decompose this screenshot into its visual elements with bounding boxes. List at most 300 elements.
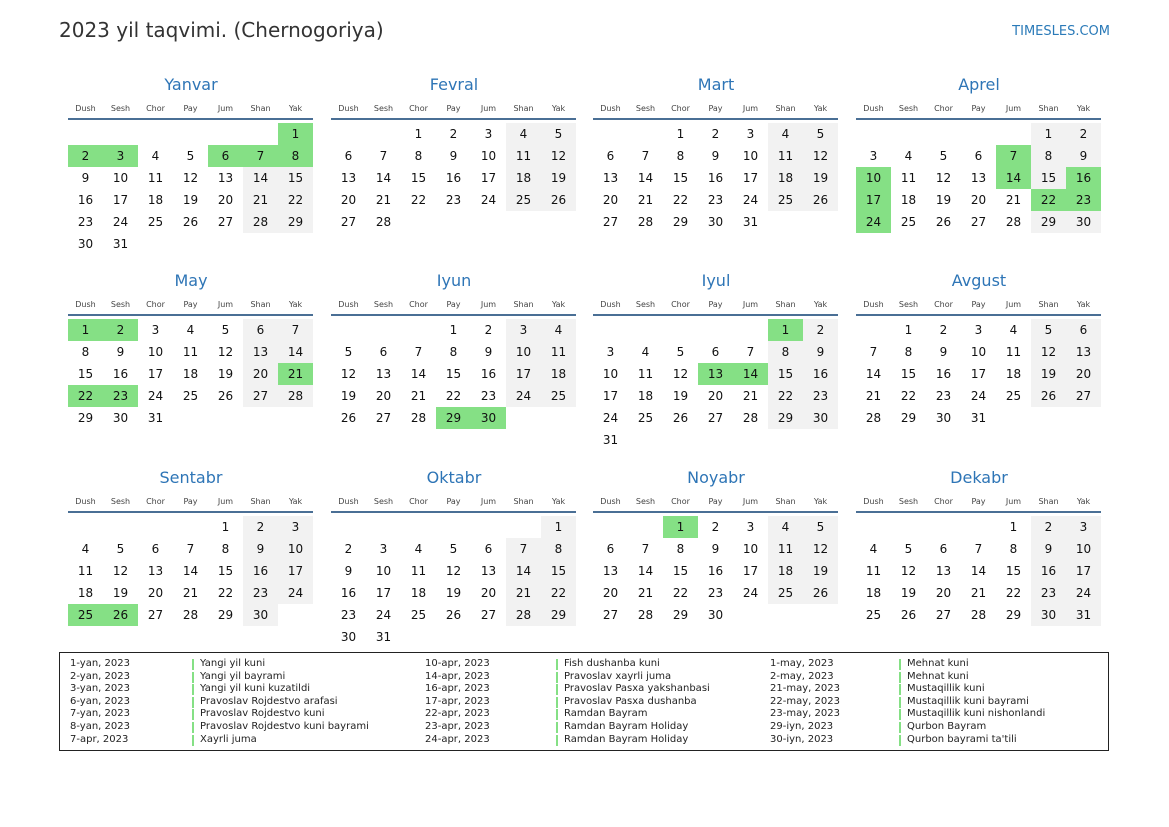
calendar-day: 24 <box>742 586 759 600</box>
calendar-day: 16 <box>243 560 278 582</box>
calendar-day: 15 <box>768 363 803 385</box>
calendar-day: 18 <box>541 363 576 385</box>
weekday-header: Shan <box>250 300 271 309</box>
calendar-day: 27 <box>602 215 619 229</box>
calendar-day: 31 <box>147 411 164 425</box>
month-divider <box>856 118 1101 120</box>
calendar-day: 21 <box>506 582 541 604</box>
calendar-day: 7 <box>869 345 878 359</box>
weekday-header: Chor <box>409 300 428 309</box>
calendar-day: 9 <box>449 149 458 163</box>
holiday-day: 1 <box>768 319 803 341</box>
weekday-header: Pay <box>708 497 723 506</box>
calendar-day: 22 <box>445 389 462 403</box>
calendar-day: 20 <box>1066 363 1101 385</box>
calendar-day: 10 <box>480 149 497 163</box>
weekday-header: Shan <box>1038 300 1059 309</box>
month-title: Noyabr <box>687 468 745 487</box>
month-title: Oktabr <box>426 468 482 487</box>
holiday-day: 3 <box>103 145 138 167</box>
weekday-header: Sesh <box>635 104 656 113</box>
legend-holiday-name: Pravoslav Rojdestvo kuni <box>200 708 325 720</box>
calendar-day: 27 <box>707 411 724 425</box>
legend-holiday-name: Ramdan Bayram Holiday <box>564 733 689 745</box>
calendar-day: 23 <box>77 215 94 229</box>
calendar-day: 29 <box>541 604 576 626</box>
calendar-day: 31 <box>112 237 129 251</box>
weekday-header: Chor <box>146 300 165 309</box>
calendar-day: 18 <box>506 167 541 189</box>
holiday-day: 2 <box>68 145 103 167</box>
calendar-day: 9 <box>803 341 838 363</box>
calendar-day: 9 <box>939 345 948 359</box>
calendar-day: 31 <box>602 433 619 447</box>
holiday-day: 14 <box>996 167 1031 189</box>
calendar-day: 25 <box>865 608 882 622</box>
legend-date: 23-apr, 2023 <box>425 721 490 732</box>
month-divider <box>68 118 313 120</box>
weekday-header: Shan <box>513 104 534 113</box>
calendar-day: 8 <box>1031 145 1066 167</box>
legend-holiday-name: Qurbon Bayram <box>907 721 987 732</box>
calendar-day: 23 <box>480 389 497 403</box>
legend-holiday-name: Mustaqillik kuni nishonlandi <box>907 708 1046 720</box>
calendar-day: 13 <box>1066 341 1101 363</box>
calendar-day: 1 <box>1009 520 1018 534</box>
weekday-header: Pay <box>183 104 198 113</box>
calendar-day: 24 <box>480 193 497 207</box>
calendar-day: 23 <box>707 193 724 207</box>
calendar-day: 12 <box>541 145 576 167</box>
weekday-header: Pay <box>708 104 723 113</box>
legend-marker <box>899 672 901 683</box>
calendar-day: 17 <box>602 389 619 403</box>
calendar-day: 13 <box>217 171 234 185</box>
holiday-day: 7 <box>243 145 278 167</box>
calendar-day: 12 <box>112 564 129 578</box>
calendar-day: 19 <box>112 586 129 600</box>
calendar-day: 16 <box>112 367 129 381</box>
calendar-day: 21 <box>970 586 987 600</box>
calendar-day: 5 <box>904 542 913 556</box>
calendar-day: 15 <box>900 367 917 381</box>
calendar-day: 28 <box>637 215 654 229</box>
calendar-day: 13 <box>970 171 987 185</box>
month-divider <box>68 314 313 316</box>
calendar-day: 29 <box>672 215 689 229</box>
legend-holiday-name: Pravoslav Rojdestvo kuni bayrami <box>200 721 369 732</box>
weekday-header: Jum <box>217 497 234 506</box>
calendar-day: 15 <box>217 564 234 578</box>
calendar-day: 4 <box>506 123 541 145</box>
calendar-day: 8 <box>1009 542 1018 556</box>
calendar-day: 2 <box>449 127 458 141</box>
calendar-day: 9 <box>1031 538 1066 560</box>
month-title: Mart <box>697 75 735 94</box>
weekday-header: Dush <box>338 497 359 506</box>
weekday-header: Yak <box>288 300 303 309</box>
calendar-day: 26 <box>445 608 462 622</box>
legend-date: 10-apr, 2023 <box>425 658 490 669</box>
calendar-day: 24 <box>602 411 619 425</box>
month-title: Iyul <box>701 271 731 290</box>
legend-holiday-name: Pravoslav xayrli juma <box>564 670 672 682</box>
legend-marker <box>192 722 194 733</box>
calendar-day: 29 <box>672 608 689 622</box>
legend-marker <box>556 659 558 670</box>
calendar-day: 7 <box>278 319 313 341</box>
calendar-day: 14 <box>637 171 654 185</box>
legend-date: 6-yan, 2023 <box>70 695 130 707</box>
calendar-day: 6 <box>379 345 388 359</box>
legend-marker <box>192 659 194 670</box>
legend-date: 22-apr, 2023 <box>425 708 490 720</box>
holiday-day: 14 <box>733 363 768 385</box>
calendar-day: 3 <box>278 516 313 538</box>
calendar-day: 22 <box>1005 586 1022 600</box>
legend-holiday-name: Pravoslav Pasxa yakshanbasi <box>564 683 710 695</box>
calendar-day: 30 <box>1031 604 1066 626</box>
weekday-header: Pay <box>971 300 986 309</box>
calendar-day: 17 <box>970 367 987 381</box>
month-title: May <box>174 271 208 290</box>
calendar-day: 19 <box>340 389 357 403</box>
calendar-day: 2 <box>1066 123 1101 145</box>
weekday-header: Sesh <box>110 300 131 309</box>
calendar-day: 1 <box>414 127 423 141</box>
calendar-day: 10 <box>147 345 164 359</box>
calendar-day: 31 <box>970 411 987 425</box>
legend-date: 2-may, 2023 <box>770 670 834 682</box>
calendar-day: 15 <box>1005 564 1022 578</box>
month-divider <box>593 511 838 513</box>
calendar-day: 21 <box>375 193 392 207</box>
calendar-day: 13 <box>147 564 164 578</box>
calendar-day: 23 <box>1031 582 1066 604</box>
calendar-day: 28 <box>278 385 313 407</box>
calendar-day: 2 <box>711 520 720 534</box>
calendar-day: 28 <box>970 608 987 622</box>
holiday-day: 8 <box>278 145 313 167</box>
calendar-day: 18 <box>182 367 199 381</box>
weekday-header: Yak <box>813 497 828 506</box>
weekday-header: Yak <box>551 104 566 113</box>
weekday-header: Sesh <box>373 497 394 506</box>
legend-holiday-name: Mustaqillik kuni <box>907 683 985 695</box>
holiday-day: 1 <box>68 319 103 341</box>
legend-marker <box>192 684 194 695</box>
calendar-day: 6 <box>606 542 615 556</box>
calendar-day: 7 <box>506 538 541 560</box>
calendar-day: 17 <box>742 171 759 185</box>
calendar-day: 26 <box>217 389 234 403</box>
weekday-header: Yak <box>1076 104 1091 113</box>
month-title: Dekabr <box>950 468 1008 487</box>
calendar-day: 17 <box>278 560 313 582</box>
weekday-header: Shan <box>513 497 534 506</box>
calendar-day: 17 <box>1066 560 1101 582</box>
calendar-day: 17 <box>742 564 759 578</box>
calendar-day: 20 <box>970 193 987 207</box>
legend-date: 22-may, 2023 <box>770 695 840 707</box>
weekday-header: Jum <box>1005 300 1022 309</box>
calendar-day: 4 <box>81 542 90 556</box>
calendar-day: 12 <box>803 145 838 167</box>
calendar-day: 25 <box>768 189 803 211</box>
calendar-day: 11 <box>637 367 654 381</box>
calendar-day: 15 <box>672 171 689 185</box>
calendar-day: 30 <box>707 215 724 229</box>
weekday-header: Shan <box>250 104 271 113</box>
holiday-day: 22 <box>68 385 103 407</box>
weekday-header: Dush <box>600 104 621 113</box>
calendar-day: 28 <box>637 608 654 622</box>
calendar-day: 24 <box>147 389 164 403</box>
weekday-header: Yak <box>1076 300 1091 309</box>
calendar-day: 11 <box>410 564 427 578</box>
legend-marker <box>899 735 901 746</box>
calendar-day: 17 <box>112 193 129 207</box>
calendar-day: 19 <box>803 560 838 582</box>
calendar-day: 14 <box>278 341 313 363</box>
calendar-day: 8 <box>904 345 913 359</box>
calendar-day: 6 <box>344 149 353 163</box>
calendar-day: 9 <box>243 538 278 560</box>
calendar-day: 26 <box>935 215 952 229</box>
calendar-day: 12 <box>217 345 234 359</box>
calendar-day: 25 <box>541 385 576 407</box>
calendar-day: 21 <box>410 389 427 403</box>
legend-date: 3-yan, 2023 <box>70 683 130 695</box>
calendar-day: 15 <box>445 367 462 381</box>
month-divider <box>856 511 1101 513</box>
calendar-day: 19 <box>541 167 576 189</box>
calendar-day: 6 <box>484 542 493 556</box>
calendar-day: 28 <box>1005 215 1022 229</box>
calendar-day: 6 <box>939 542 948 556</box>
weekday-header: Chor <box>671 300 690 309</box>
weekday-header: Jum <box>742 497 759 506</box>
calendar-day: 11 <box>506 145 541 167</box>
calendar-day: 2 <box>1031 516 1066 538</box>
calendar-day: 22 <box>278 189 313 211</box>
holiday-day: 25 <box>68 604 103 626</box>
weekday-header: Yak <box>551 300 566 309</box>
calendar-day: 15 <box>278 167 313 189</box>
calendar-day: 29 <box>278 211 313 233</box>
calendar-day: 4 <box>641 345 650 359</box>
calendar-day: 20 <box>243 363 278 385</box>
calendar-day: 6 <box>243 319 278 341</box>
calendar-day: 23 <box>707 586 724 600</box>
calendar-day: 9 <box>344 564 353 578</box>
weekday-header: Chor <box>934 104 953 113</box>
calendar-day: 6 <box>711 345 720 359</box>
weekday-header: Sesh <box>898 497 919 506</box>
calendar-day: 31 <box>742 215 759 229</box>
month-title: Iyun <box>436 271 472 290</box>
legend-marker <box>899 697 901 708</box>
calendar-day: 10 <box>506 341 541 363</box>
calendar-day: 30 <box>77 237 94 251</box>
calendar-day: 19 <box>900 586 917 600</box>
calendar-day: 10 <box>278 538 313 560</box>
calendar-day: 11 <box>1005 345 1022 359</box>
legend-date: 1-yan, 2023 <box>70 658 130 669</box>
calendar-day: 3 <box>1066 516 1101 538</box>
calendar-day: 17 <box>375 586 392 600</box>
calendar-day: 2 <box>344 542 353 556</box>
month-divider <box>331 314 576 316</box>
calendar-day: 8 <box>221 542 230 556</box>
holiday-day: 1 <box>663 516 698 538</box>
legend-holiday-name: Mustaqillik kuni bayrami <box>907 695 1029 707</box>
calendar-day: 26 <box>340 411 357 425</box>
calendar-day: 4 <box>186 323 195 337</box>
holiday-day: 7 <box>996 145 1031 167</box>
calendar-day: 4 <box>414 542 423 556</box>
calendar-day: 13 <box>935 564 952 578</box>
calendar-day: 11 <box>768 145 803 167</box>
calendar-day: 14 <box>182 564 199 578</box>
weekday-header: Sesh <box>110 104 131 113</box>
calendar-day: 30 <box>935 411 952 425</box>
calendar-day: 19 <box>182 193 199 207</box>
calendar-day: 1 <box>221 520 230 534</box>
calendar-day: 22 <box>541 582 576 604</box>
legend-marker <box>556 684 558 695</box>
calendar-day: 16 <box>77 193 94 207</box>
weekday-header: Chor <box>934 497 953 506</box>
weekday-header: Dush <box>75 104 96 113</box>
legend-holiday-name: Ramdan Bayram Holiday <box>564 721 689 732</box>
calendar-day: 7 <box>379 149 388 163</box>
calendar-day: 1 <box>449 323 458 337</box>
calendar-day: 9 <box>1066 145 1101 167</box>
calendar-day: 24 <box>970 389 987 403</box>
calendar-day: 6 <box>151 542 160 556</box>
calendar-day: 19 <box>1031 363 1066 385</box>
calendar-day: 20 <box>602 193 619 207</box>
weekday-header: Sesh <box>635 497 656 506</box>
calendar-day: 1 <box>904 323 913 337</box>
calendar-day: 3 <box>746 127 755 141</box>
calendar-day: 27 <box>243 385 278 407</box>
calendar-day: 24 <box>375 608 392 622</box>
calendar-day: 12 <box>340 367 357 381</box>
calendar-day: 12 <box>935 171 952 185</box>
calendar-day: 18 <box>77 586 94 600</box>
site-link[interactable]: TIMESLES.COM <box>1012 24 1110 39</box>
calendar-day: 16 <box>340 586 357 600</box>
calendar-day: 11 <box>900 171 917 185</box>
calendar-day: 11 <box>182 345 199 359</box>
legend-marker <box>192 697 194 708</box>
calendar-day: 12 <box>672 367 689 381</box>
calendar-day: 24 <box>278 582 313 604</box>
legend-date: 17-apr, 2023 <box>425 695 490 707</box>
legend-marker <box>556 672 558 683</box>
calendar-day: 25 <box>900 215 917 229</box>
holiday-day: 10 <box>856 167 891 189</box>
calendar-day: 6 <box>974 149 983 163</box>
weekday-header: Yak <box>813 300 828 309</box>
weekday-header: Pay <box>971 104 986 113</box>
month-divider <box>331 511 576 513</box>
calendar-day: 12 <box>900 564 917 578</box>
calendar-day: 7 <box>746 345 755 359</box>
calendar-day: 5 <box>116 542 125 556</box>
calendar-day: 30 <box>1066 211 1101 233</box>
calendar-day: 17 <box>506 363 541 385</box>
weekday-header: Sesh <box>635 300 656 309</box>
calendar-day: 16 <box>935 367 952 381</box>
weekday-header: Jum <box>217 104 234 113</box>
holiday-day: 13 <box>698 363 733 385</box>
calendar-day: 9 <box>484 345 493 359</box>
calendar-day: 14 <box>506 560 541 582</box>
calendar-day: 4 <box>151 149 160 163</box>
calendar-day: 30 <box>243 604 278 626</box>
calendar-day: 9 <box>116 345 125 359</box>
holiday-day: 24 <box>856 211 891 233</box>
calendar-day: 18 <box>637 389 654 403</box>
calendar-day: 12 <box>182 171 199 185</box>
calendar-day: 5 <box>803 516 838 538</box>
calendar-day: 16 <box>707 564 724 578</box>
calendar-day: 14 <box>865 367 882 381</box>
calendar-day: 17 <box>147 367 164 381</box>
weekday-header: Chor <box>146 104 165 113</box>
calendar-day: 23 <box>803 385 838 407</box>
calendar-day: 27 <box>375 411 392 425</box>
calendar-day: 19 <box>217 367 234 381</box>
calendar-day: 22 <box>410 193 427 207</box>
legend-marker <box>556 722 558 733</box>
calendar-day: 10 <box>375 564 392 578</box>
weekday-header: Jum <box>480 104 497 113</box>
calendar-day: 2 <box>939 323 948 337</box>
calendar-day: 22 <box>672 193 689 207</box>
weekday-header: Pay <box>446 104 461 113</box>
calendar-day: 28 <box>865 411 882 425</box>
calendar-day: 9 <box>81 171 90 185</box>
calendar-day: 29 <box>217 608 234 622</box>
calendar-day: 15 <box>541 560 576 582</box>
calendar-day: 3 <box>974 323 983 337</box>
calendar-day: 16 <box>707 171 724 185</box>
calendar-day: 25 <box>637 411 654 425</box>
calendar-day: 30 <box>340 630 357 644</box>
calendar-day: 7 <box>641 542 650 556</box>
calendar-day: 20 <box>602 586 619 600</box>
legend-date: 7-apr, 2023 <box>70 733 129 745</box>
month-title: Yanvar <box>164 75 218 94</box>
calendar-day: 12 <box>803 538 838 560</box>
calendar-day: 4 <box>768 123 803 145</box>
calendar-day: 2 <box>711 127 720 141</box>
calendar-day: 13 <box>243 341 278 363</box>
calendar-day: 13 <box>602 171 619 185</box>
calendar-day: 27 <box>480 608 497 622</box>
calendar-day: 13 <box>340 171 357 185</box>
calendar-day: 21 <box>243 189 278 211</box>
calendar-day: 22 <box>217 586 234 600</box>
calendar-day: 5 <box>344 345 353 359</box>
month-title: Sentabr <box>159 468 223 487</box>
calendar-day: 7 <box>641 149 650 163</box>
calendar-day: 27 <box>935 608 952 622</box>
